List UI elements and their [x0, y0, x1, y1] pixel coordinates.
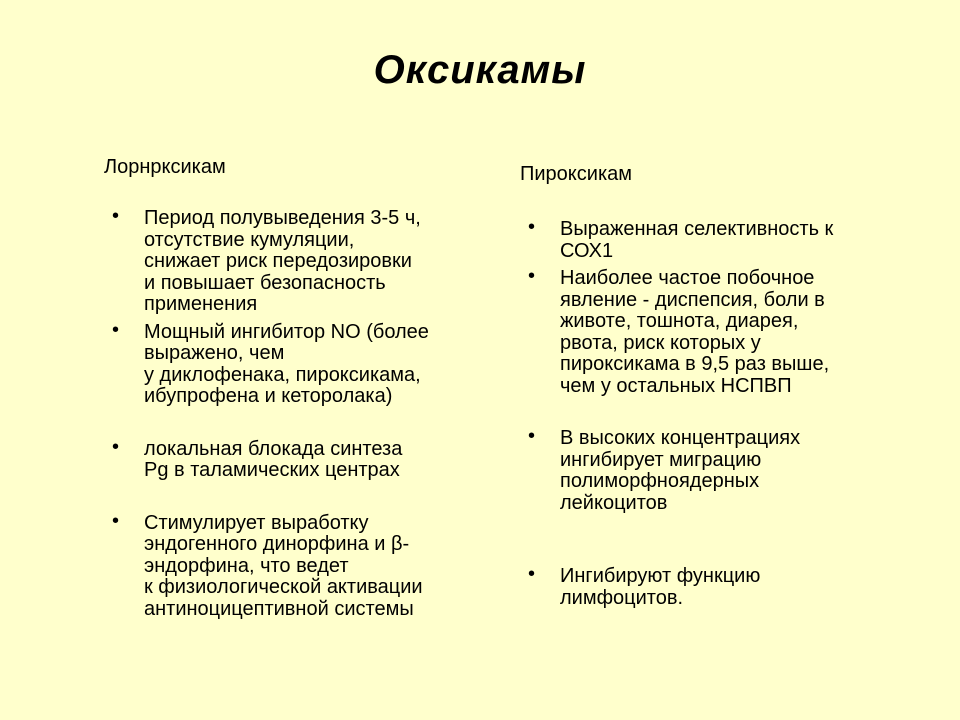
right-column-heading: Пироксикам	[520, 163, 633, 185]
right-bullet-item: • Ингибируют функцию лимфоцитов.	[520, 566, 900, 609]
left-bullet-item: • Стимулирует выработку эндогенного динорфина и β- эндорфина, что ведет к физиологической активации антиноцицептивной системы	[104, 513, 494, 621]
left-column	[104, 154, 494, 620]
left-bullet-item: • Мощный ингибитор NO (более выражено, чем у диклофенака, пироксикама, ибупрофена и кеторолака)	[104, 322, 494, 408]
left-bullet-item: • Период полувыведения 3-5 ч, отсутствие кумуляции, снижает риск передозировки и повышает безопасность применения	[104, 208, 494, 316]
slide-title: Оксикамы	[373, 48, 587, 92]
right-bullet-item: • Наиболее частое побочное явление - диспепсия, боли в животе, тошнота, диарея, рвота, риск которых у пироксикама в 9,5 раз выше, чем у остальных НСПВП	[520, 268, 900, 397]
left-column-heading: Лорнрксикам	[104, 156, 226, 178]
right-bullet-list	[520, 219, 900, 609]
right-bullet-item: • Выраженная селективность к СОХ1	[520, 219, 900, 262]
right-bullet-item: • В высоких концентрациях ингибирует миграцию полиморфноядерных лейкоцитов	[520, 428, 900, 514]
right-column	[520, 161, 900, 609]
left-bullet-item: • локальная блокада синтеза Pg в таламических центрах	[104, 439, 494, 482]
left-bullet-list	[104, 208, 494, 620]
